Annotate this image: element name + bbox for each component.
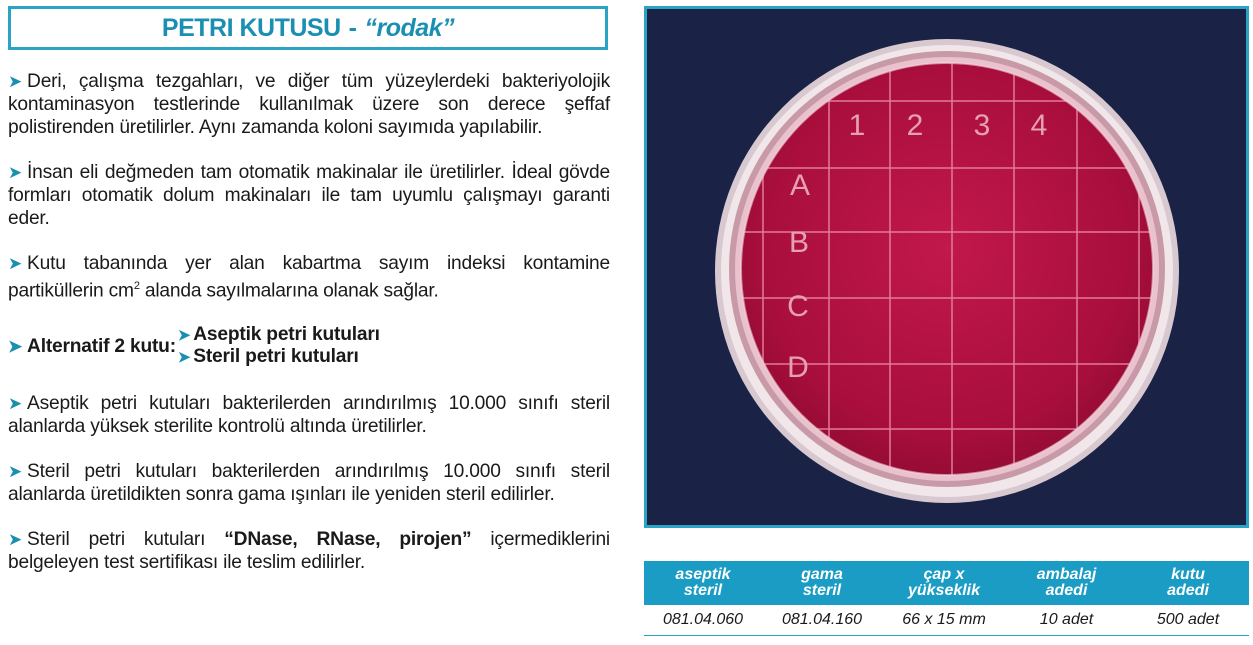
bullet-arrow-icon: ➤ [177,349,191,367]
bullet-arrow-icon: ➤ [8,163,23,182]
table-cell: 500 adet [1127,605,1249,636]
table-cell: 10 adet [1006,605,1127,636]
bullet-arrow-icon: ➤ [8,394,23,414]
specification-table [644,561,1249,636]
alternatives-list [178,324,380,368]
grid-row-label: A [789,169,811,202]
grid-row-label: B [788,226,810,259]
table-header-cell: ambalaj adedi [1006,561,1127,605]
paragraph-2 [8,161,610,230]
grid-column-label: 3 [973,109,991,142]
page-title [8,6,608,50]
bullet-arrow-icon: ➤ [8,72,23,91]
table-header-cell: çap x yükseklik [882,561,1006,605]
bullet-arrow-icon: ➤ [8,462,23,482]
product-photo [644,6,1249,528]
table-header-cell: aseptik steril [644,561,762,605]
grid-row-label: D [787,351,809,384]
paragraph-1 [8,70,610,139]
alternative-item: ➤ Aseptik petri kutuları [177,324,380,346]
paragraph-5 [8,460,610,506]
agar-medium [741,63,1153,475]
grid-row-label: C [787,290,809,323]
paragraph-6-text-before: Steril petri kutuları [27,529,225,551]
paragraph-3-text-after: alanda sayılmalarına olanak sağlar. [139,280,439,302]
paragraph-4-text: Aseptik petri kutuları bakterilerden arındırılmış 10.000 sınıfı steril alanlarda yüksek sterilite kontrolü altında üretilirler. [8,393,610,438]
alternatives-block [8,324,610,368]
paragraph-6 [8,528,610,574]
table-header-row [644,561,1249,605]
paragraph-2-text: İnsan eli değmeden tam otomatik makinalar ile üretilirler. İdeal gövde formları otomatik dolum makinaları ile tam uyumlu çalışmayı garanti eder. [8,162,610,229]
table-row [644,605,1249,636]
paragraph-5-text: Steril petri kutuları bakterilerden arındırılmış 10.000 sınıfı steril alanlarda üretildikten sonra gama ışınları ile yeniden steril edilirler. [8,461,610,506]
title-subtitle: “rodak” [364,13,455,42]
table-header-cell: gama steril [762,561,882,605]
alternative-item: ➤ Steril petri kutuları [177,346,359,368]
bullet-arrow-icon: ➤ [8,254,23,273]
table-cell: 081.04.160 [762,605,882,636]
title-main: PETRI KUTUSU [161,13,341,42]
grid-column-label: 1 [848,109,866,142]
alternatives-label: Alternatif 2 kutu: [27,335,176,357]
paragraph-1-text: Deri, çalışma tezgahları, ve diğer tüm yüzeylerdeki bakteriyolojik kontaminasyon testlerinde kullanılmak üzere son derece şeffaf polistirenden üretilirler. Aynı zamanda koloni sayımıda yapılabilir. [8,71,610,138]
paragraph-6-text-after: içermediklerini belgeleyen test sertifikası ile teslim edilirler. [8,529,610,574]
petri-dish-illustration [647,9,1246,525]
paragraph-6-bold: “DNase, RNase, pirojen” [224,529,472,551]
bullet-arrow-icon: ➤ [8,530,23,550]
table-cell: 66 x 15 mm [882,605,1006,636]
description-column [8,70,610,596]
paragraph-3-text-before: Kutu tabanında yer alan kabartma sayım indeksi kontamine partiküllerin cm [8,253,610,302]
grid-column-label: 2 [906,109,924,142]
bullet-arrow-icon: ➤ [8,336,23,356]
table-cell: 081.04.060 [644,605,762,636]
paragraph-4 [8,392,610,438]
table-header-cell: kutu adedi [1127,561,1249,605]
paragraph-3-superscript: 2 [133,280,140,292]
grid-column-label: 4 [1030,109,1048,142]
bullet-arrow-icon: ➤ [177,327,191,345]
paragraph-3 [8,252,610,302]
title-separator: - [348,13,357,42]
